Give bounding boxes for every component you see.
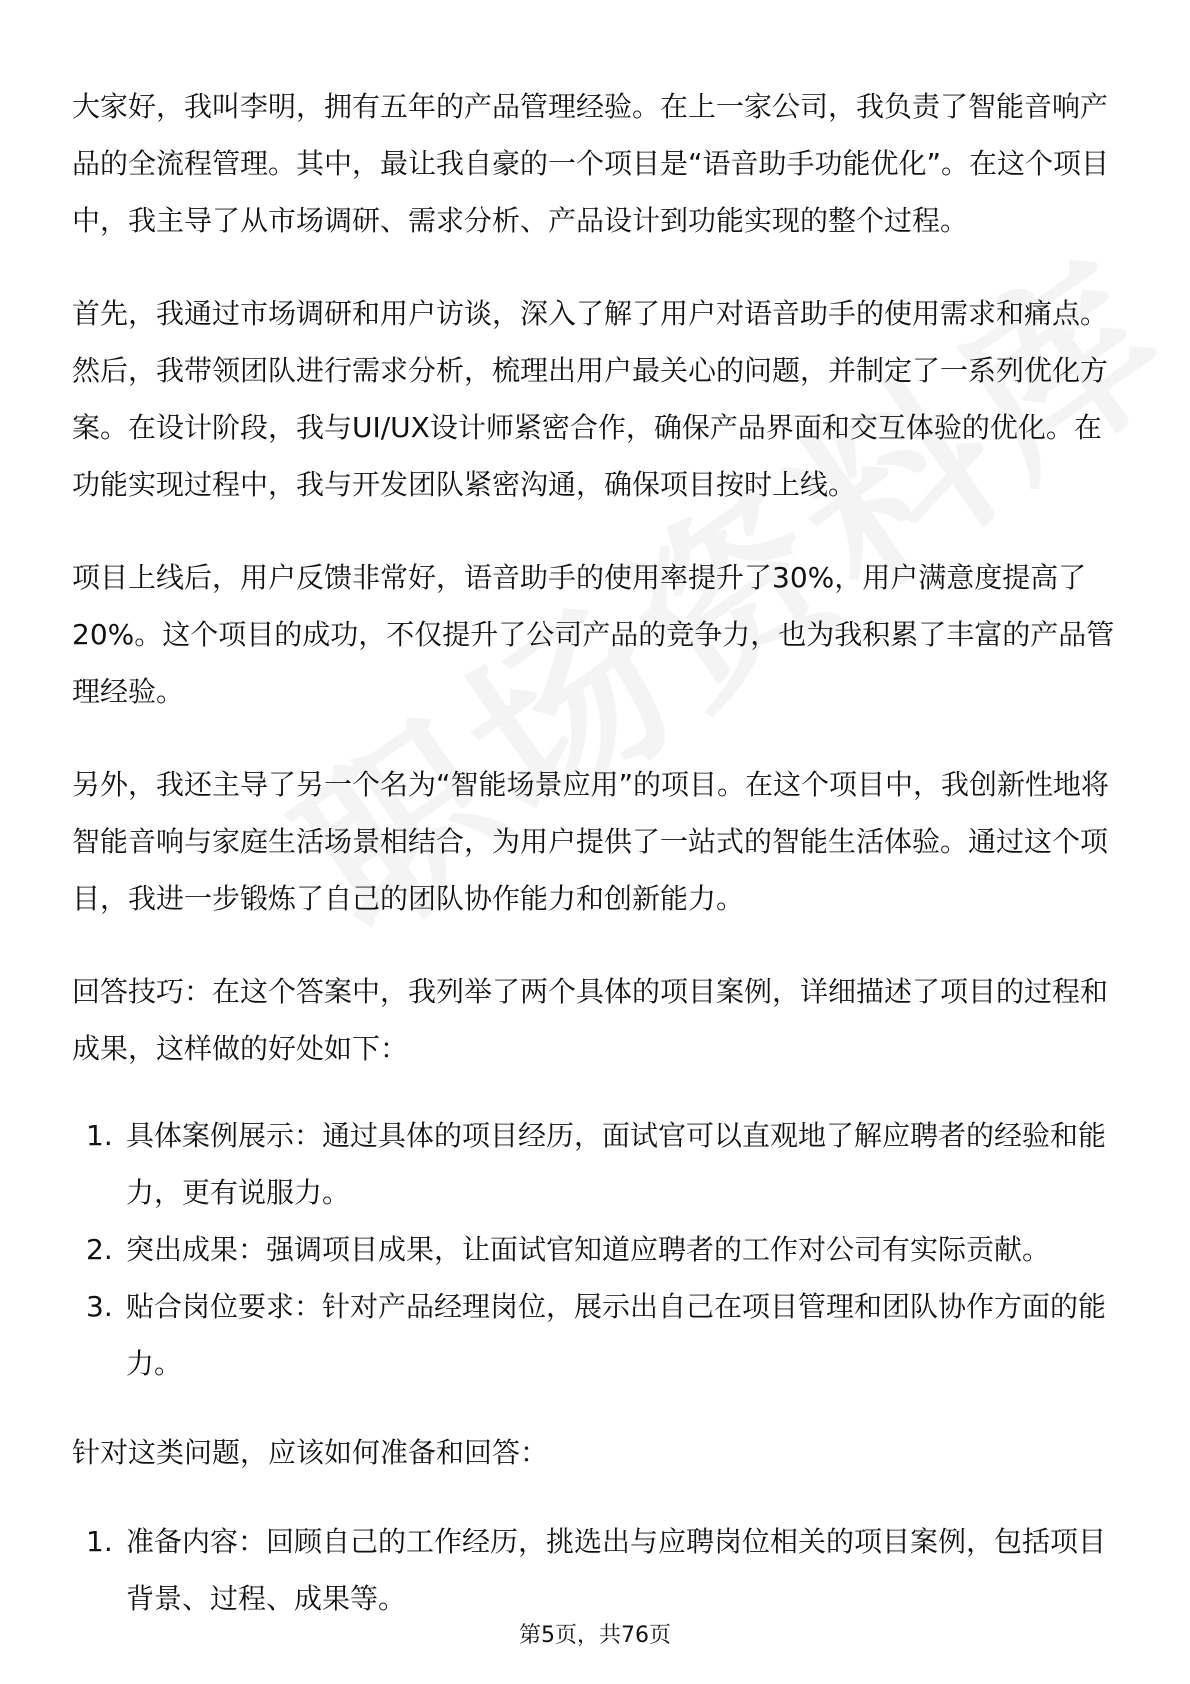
paragraph-second-project: 另外，我还主导了另一个名为“智能场景应用”的项目。在这个项目中，我创新性地将智能音响与家庭生活场景相结合，为用户提供了一站式的智能生活体验。通过这个项目，我进一步锻炼了自己的团队协作能力和创新能力。 <box>72 768 1110 915</box>
paragraph-question: 针对这类问题，应该如何准备和回答： <box>72 1436 549 1469</box>
document-body <box>72 78 1122 1663</box>
paragraph-tips: 回答技巧：在这个答案中，我列举了两个具体的项目案例，详细描述了项目的过程和成果，这样做的好处如下： <box>72 975 1109 1065</box>
paragraph-process: 首先，我通过市场调研和用户访谈，深入了解了用户对语音助手的使用需求和痛点。然后，我带领团队进行需求分析，梳理出用户最关心的问题，并制定了一系列优化方案。在设计阶段，我与UI/UX设计师紧密合作，确保产品界面和交互体验的优化。在功能实现过程中，我与开发团队紧密沟通，确保项目按时上线。 <box>72 297 1109 501</box>
list-item <box>72 1107 1122 1221</box>
list-item-number: 1. <box>86 1119 113 1152</box>
list-item-text: 准备内容：回顾自己的工作经历，挑选出与应聘岗位相关的项目案例，包括项目背景、过程、成果等。 <box>126 1525 1107 1615</box>
list-item-text: 突出成果：强调项目成果，让面试官知道应聘者的工作对公司有实际贡献。 <box>126 1233 1051 1266</box>
benefits-list <box>72 1107 1122 1392</box>
list-item <box>72 1513 1122 1627</box>
list-item <box>72 1221 1122 1278</box>
paragraph-results: 项目上线后，用户反馈非常好，语音助手的使用率提升了30%，用户满意度提高了20%。这个项目的成功，不仅提升了公司产品的竞争力，也为我积累了丰富的产品管理经验。 <box>72 561 1115 708</box>
paragraph-intro: 大家好，我叫李明，拥有五年的产品管理经验。在上一家公司，我负责了智能音响产品的全流程管理。其中，最让我自豪的一个项目是“语音助手功能优化”。在这个项目中，我主导了从市场调研、需求分析、产品设计到功能实现的整个过程。 <box>72 90 1110 237</box>
page-number-footer: 第5页，共76页 <box>519 1623 671 1648</box>
preparation-list <box>72 1513 1122 1627</box>
list-item-number: 3. <box>86 1290 113 1323</box>
list-item-number: 1. <box>86 1525 113 1558</box>
list-item-text: 贴合岗位要求：针对产品经理岗位，展示出自己在项目管理和团队协作方面的能力。 <box>126 1290 1107 1380</box>
list-item-text: 具体案例展示：通过具体的项目经历，面试官可以直观地了解应聘者的经验和能力，更有说服力。 <box>126 1119 1107 1209</box>
list-item <box>72 1278 1122 1392</box>
list-item-number: 2. <box>86 1233 113 1266</box>
